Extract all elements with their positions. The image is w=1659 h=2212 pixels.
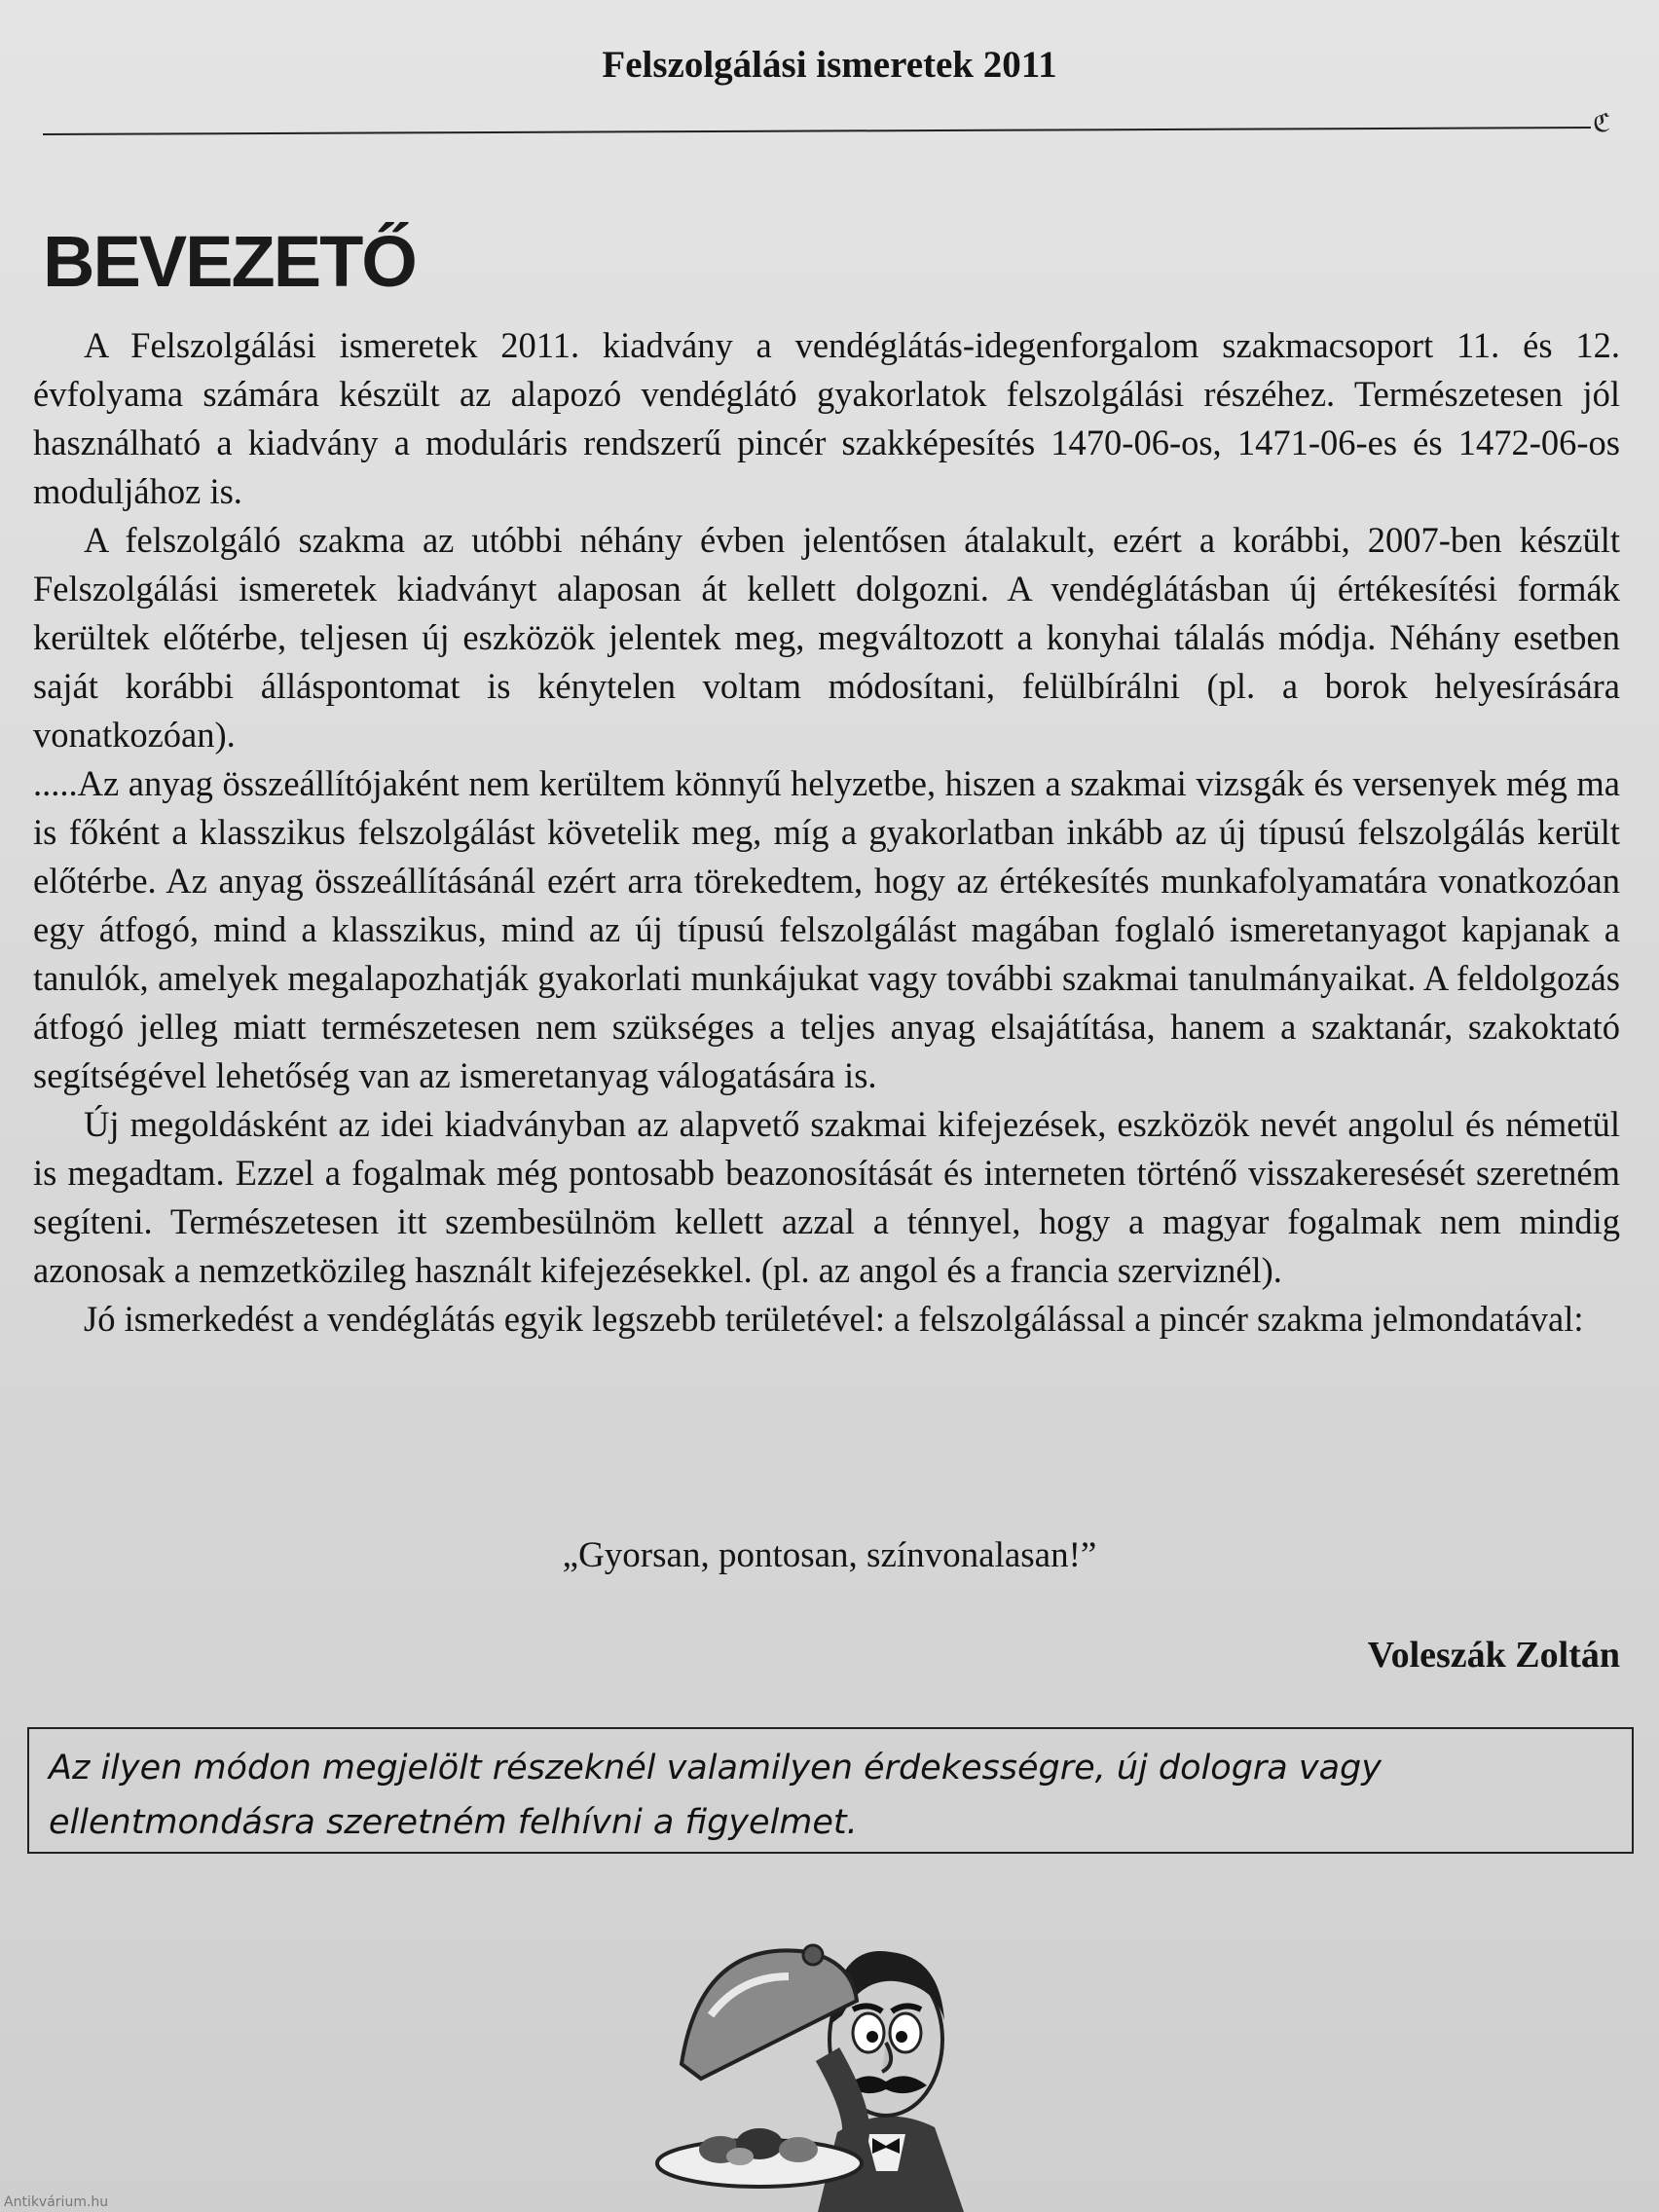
paragraph-1: A Felszolgálási ismeretek 2011. kiadvány a vendéglátás-idegenforgalom szakmacsoport 11. és 12. évfolyama számára készült az alapozó vendéglátó gyakorlatok felszolgálási részéhez. Természetesen jól használható a kiadvány a moduláris rendszerű pincér szakképesítés 1470-06-os, 1471-06-es és 1472-06-os moduljához is.	[33, 325, 1620, 511]
note-text: Az ilyen módon megjelölt részeknél valamilyen érdekességre, új dologra vagy ellentmondásra szeretném felhívni a figyelmet.	[49, 1749, 1382, 1842]
author-signature: Voleszák Zoltán	[1367, 1635, 1620, 1676]
header-rule	[43, 127, 1591, 135]
waiter-cloche-icon	[643, 1908, 1032, 2212]
motto-quote: „Gyorsan, pontosan, színvonalasan!”	[562, 1535, 1097, 1575]
body-text	[33, 321, 1620, 1344]
watermark: Antikvárium.hu	[4, 2194, 109, 2210]
paragraph-5: Jó ismerkedést a vendéglátás egyik legszebb területével: a felszolgálással a pincér szakma jelmondatával:	[84, 1299, 1584, 1339]
running-header: Felszolgálási ismeretek 2011	[602, 44, 1057, 86]
chapter-mark-icon: ℭ	[1593, 109, 1611, 138]
note-box	[27, 1727, 1634, 1854]
paragraph-3: .....Az anyag összeállítójaként nem kerültem könnyű helyzetbe, hiszen a szakmai vizsgák és versenyek még ma is főként a klasszikus felszolgálást követelik meg, míg a gyakorlatban inkább az új típusú felszolgálás került előtérbe. Az anyag összeállításánál ezért arra törekedtem, hogy az értékesítés munkafolyamatára vonatkozóan egy átfogó, mind a klasszikus, mind az új típusú felszolgálást magában foglaló ismeretanyagot kapjanak a tanulók, amelyek megalapozhatják gyakorlati munkájukat vagy további szakmai tanulmányaikat. A feldolgozás átfogó jelleg miatt természetesen nem szükséges a teljes anyag elsajátítása, hanem a szaktanár, szakoktató segítségével lehetőség van az ismeretanyag válogatására is.	[33, 763, 1620, 1095]
section-title: BEVEZETŐ	[43, 221, 416, 302]
paragraph-2: A felszolgáló szakma az utóbbi néhány évben jelentősen átalakult, ezért a korábbi, 2007-ben készült Felszolgálási ismeretek kiadványt alaposan át kellett dolgozni. A vendéglátásban új értékesítési formák kerültek előtérbe, teljesen új eszközök jelentek meg, megváltozott a konyhai tálalás módja. Néhány esetben saját korábbi álláspontomat is kénytelen voltam módosítani, felülbírálni (pl. a borok helyesírására vonatkozóan).	[33, 520, 1620, 755]
paragraph-4: Új megoldásként az idei kiadványban az alapvető szakmai kifejezések, eszközök nevét angolul és németül is megadtam. Ezzel a fogalmak még pontosabb beazonosítását és interneten történő visszakeresését szeretném segíteni. Természetesen itt szembesülnöm kellett azzal a ténnyel, hogy a magyar fogalmak nem mindig azonosak a nemzetközileg használt kifejezésekkel. (pl. az angol és a francia szerviznél).	[33, 1104, 1620, 1290]
